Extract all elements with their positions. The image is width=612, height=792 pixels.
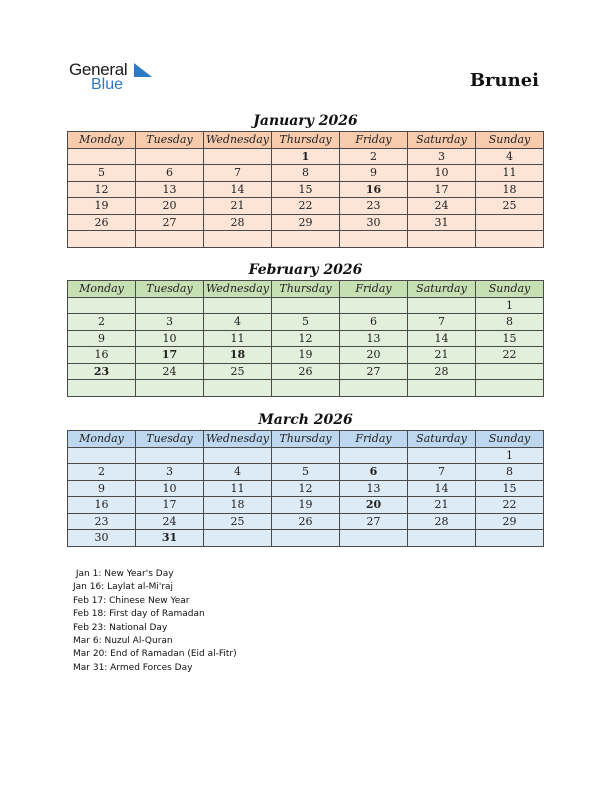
day-cell (476, 214, 544, 231)
month-block-february (67, 260, 544, 397)
holiday-list (73, 568, 237, 675)
week-row (68, 165, 544, 182)
day-cell: 4 (204, 464, 272, 481)
weekday-header: Wednesday (204, 281, 272, 298)
month-title: March 2026 (258, 412, 353, 428)
week-row (68, 347, 544, 364)
day-cell: 28 (204, 214, 272, 231)
day-cell (272, 297, 340, 314)
brand-logo (69, 60, 169, 96)
day-cell: 16 (68, 497, 136, 514)
day-cell: 16 (340, 181, 408, 198)
day-cell: 4 (476, 148, 544, 165)
day-cell: 22 (476, 347, 544, 364)
day-cell (136, 380, 204, 397)
day-cell: 15 (476, 330, 544, 347)
week-row (68, 330, 544, 347)
day-cell: 13 (340, 330, 408, 347)
weekday-header-row (68, 132, 544, 149)
day-cell: 6 (136, 165, 204, 182)
weekday-header: Thursday (272, 132, 340, 149)
day-cell: 26 (68, 214, 136, 231)
day-cell (408, 231, 476, 248)
day-cell: 24 (136, 513, 204, 530)
day-cell: 5 (272, 464, 340, 481)
day-cell: 19 (272, 497, 340, 514)
day-cell (204, 231, 272, 248)
day-cell: 6 (340, 314, 408, 331)
holiday-entry: Jan 1: New Year's Day (73, 569, 174, 579)
weekday-header: Tuesday (136, 431, 204, 448)
day-cell: 5 (68, 165, 136, 182)
day-cell: 21 (408, 497, 476, 514)
day-cell (68, 447, 136, 464)
day-cell: 12 (68, 181, 136, 198)
month-title: February 2026 (248, 262, 363, 278)
weekday-header: Thursday (272, 281, 340, 298)
day-cell: 2 (68, 464, 136, 481)
day-cell: 19 (272, 347, 340, 364)
week-row (68, 380, 544, 397)
weekday-header: Monday (68, 431, 136, 448)
week-row (68, 447, 544, 464)
day-cell (68, 297, 136, 314)
day-cell: 6 (340, 464, 408, 481)
day-cell (340, 530, 408, 547)
day-cell: 3 (136, 464, 204, 481)
weekday-header: Sunday (476, 431, 544, 448)
week-row (68, 181, 544, 198)
day-cell (204, 530, 272, 547)
day-cell (476, 380, 544, 397)
day-cell: 21 (204, 198, 272, 215)
weekday-header: Monday (68, 132, 136, 149)
weekday-header: Monday (68, 281, 136, 298)
day-cell: 27 (136, 214, 204, 231)
day-cell: 15 (272, 181, 340, 198)
day-cell: 1 (272, 148, 340, 165)
calendar-table (67, 430, 544, 547)
day-cell: 14 (204, 181, 272, 198)
day-cell (408, 297, 476, 314)
day-cell: 27 (340, 363, 408, 380)
logo-flag-icon (134, 63, 152, 77)
month-block-january (67, 111, 544, 248)
week-row (68, 464, 544, 481)
day-cell: 30 (68, 530, 136, 547)
day-cell: 7 (204, 165, 272, 182)
holiday-entry: Mar 31: Armed Forces Day (73, 662, 193, 673)
holiday-entry: Mar 6: Nuzul Al-Quran (73, 636, 173, 647)
day-cell: 1 (476, 447, 544, 464)
day-cell: 7 (408, 314, 476, 331)
day-cell: 18 (204, 497, 272, 514)
day-cell: 22 (272, 198, 340, 215)
holiday-entry: Feb 23: National Day (73, 622, 168, 633)
weekday-header: Saturday (408, 431, 476, 448)
weekday-header: Thursday (272, 431, 340, 448)
weekday-header: Saturday (408, 281, 476, 298)
day-cell: 20 (340, 347, 408, 364)
day-cell (272, 231, 340, 248)
week-row (68, 297, 544, 314)
day-cell: 9 (340, 165, 408, 182)
holiday-entry: Feb 17: Chinese New Year (73, 595, 190, 606)
day-cell: 22 (476, 497, 544, 514)
calendar-table (67, 280, 544, 397)
weekday-header: Wednesday (204, 431, 272, 448)
week-row (68, 198, 544, 215)
day-cell (340, 297, 408, 314)
week-row (68, 513, 544, 530)
day-cell: 18 (204, 347, 272, 364)
country-title: Brunei (469, 70, 539, 91)
day-cell: 13 (340, 480, 408, 497)
day-cell: 18 (476, 181, 544, 198)
day-cell (340, 447, 408, 464)
holiday-entry: Jan 16: Laylat al-Mi'raj (73, 582, 174, 593)
day-cell: 20 (136, 198, 204, 215)
day-cell (136, 231, 204, 248)
week-row (68, 480, 544, 497)
day-cell (136, 297, 204, 314)
day-cell: 11 (204, 330, 272, 347)
day-cell: 2 (340, 148, 408, 165)
day-cell (408, 447, 476, 464)
day-cell: 23 (68, 513, 136, 530)
day-cell: 25 (204, 513, 272, 530)
day-cell: 5 (272, 314, 340, 331)
weekday-header: Friday (340, 132, 408, 149)
day-cell: 29 (272, 214, 340, 231)
day-cell: 30 (340, 214, 408, 231)
day-cell (204, 297, 272, 314)
day-cell (136, 148, 204, 165)
day-cell: 3 (136, 314, 204, 331)
day-cell (340, 231, 408, 248)
day-cell: 10 (136, 330, 204, 347)
day-cell: 24 (136, 363, 204, 380)
week-row (68, 231, 544, 248)
day-cell: 31 (408, 214, 476, 231)
day-cell: 8 (272, 165, 340, 182)
day-cell (204, 148, 272, 165)
day-cell: 26 (272, 513, 340, 530)
day-cell: 21 (408, 347, 476, 364)
day-cell: 20 (340, 497, 408, 514)
day-cell: 15 (476, 480, 544, 497)
logo-text-general: General (69, 60, 128, 79)
day-cell: 3 (408, 148, 476, 165)
day-cell: 12 (272, 330, 340, 347)
day-cell (408, 530, 476, 547)
day-cell: 8 (476, 464, 544, 481)
weekday-header-row (68, 431, 544, 448)
day-cell (272, 447, 340, 464)
day-cell: 13 (136, 181, 204, 198)
week-row (68, 314, 544, 331)
day-cell: 23 (340, 198, 408, 215)
day-cell: 2 (68, 314, 136, 331)
day-cell: 28 (408, 363, 476, 380)
weekday-header: Sunday (476, 281, 544, 298)
holiday-entry: Feb 18: First day of Ramadan (73, 609, 205, 620)
day-cell: 26 (272, 363, 340, 380)
week-row (68, 214, 544, 231)
day-cell (68, 380, 136, 397)
month-title: January 2026 (253, 113, 358, 129)
day-cell: 11 (476, 165, 544, 182)
week-row (68, 530, 544, 547)
day-cell (204, 447, 272, 464)
day-cell (408, 380, 476, 397)
day-cell: 14 (408, 480, 476, 497)
day-cell: 8 (476, 314, 544, 331)
day-cell: 23 (68, 363, 136, 380)
day-cell: 16 (68, 347, 136, 364)
day-cell: 17 (136, 347, 204, 364)
weekday-header-row (68, 281, 544, 298)
day-cell: 9 (68, 480, 136, 497)
day-cell: 1 (476, 297, 544, 314)
day-cell: 17 (136, 497, 204, 514)
weekday-header: Tuesday (136, 132, 204, 149)
day-cell (204, 380, 272, 397)
weekday-header: Tuesday (136, 281, 204, 298)
weekday-header: Sunday (476, 132, 544, 149)
day-cell: 25 (204, 363, 272, 380)
weekday-header: Wednesday (204, 132, 272, 149)
day-cell (476, 530, 544, 547)
day-cell (476, 363, 544, 380)
month-block-march (67, 410, 544, 547)
weekday-header: Friday (340, 281, 408, 298)
calendar-table (67, 131, 544, 248)
day-cell: 9 (68, 330, 136, 347)
day-cell (272, 530, 340, 547)
weekday-header: Saturday (408, 132, 476, 149)
day-cell: 19 (68, 198, 136, 215)
day-cell (68, 148, 136, 165)
day-cell: 11 (204, 480, 272, 497)
week-row (68, 148, 544, 165)
day-cell: 24 (408, 198, 476, 215)
day-cell: 27 (340, 513, 408, 530)
week-row (68, 497, 544, 514)
weekday-header: Friday (340, 431, 408, 448)
day-cell (340, 380, 408, 397)
day-cell: 10 (408, 165, 476, 182)
day-cell: 25 (476, 198, 544, 215)
day-cell (476, 231, 544, 248)
day-cell: 28 (408, 513, 476, 530)
day-cell: 4 (204, 314, 272, 331)
day-cell (68, 231, 136, 248)
week-row (68, 363, 544, 380)
day-cell (136, 447, 204, 464)
day-cell: 12 (272, 480, 340, 497)
day-cell (272, 380, 340, 397)
holiday-entry: Mar 20: End of Ramadan (Eid al-Fitr) (73, 649, 237, 660)
day-cell: 10 (136, 480, 204, 497)
logo-text-blue: Blue (91, 76, 124, 93)
day-cell: 29 (476, 513, 544, 530)
day-cell: 17 (408, 181, 476, 198)
day-cell: 7 (408, 464, 476, 481)
day-cell: 31 (136, 530, 204, 547)
day-cell: 14 (408, 330, 476, 347)
